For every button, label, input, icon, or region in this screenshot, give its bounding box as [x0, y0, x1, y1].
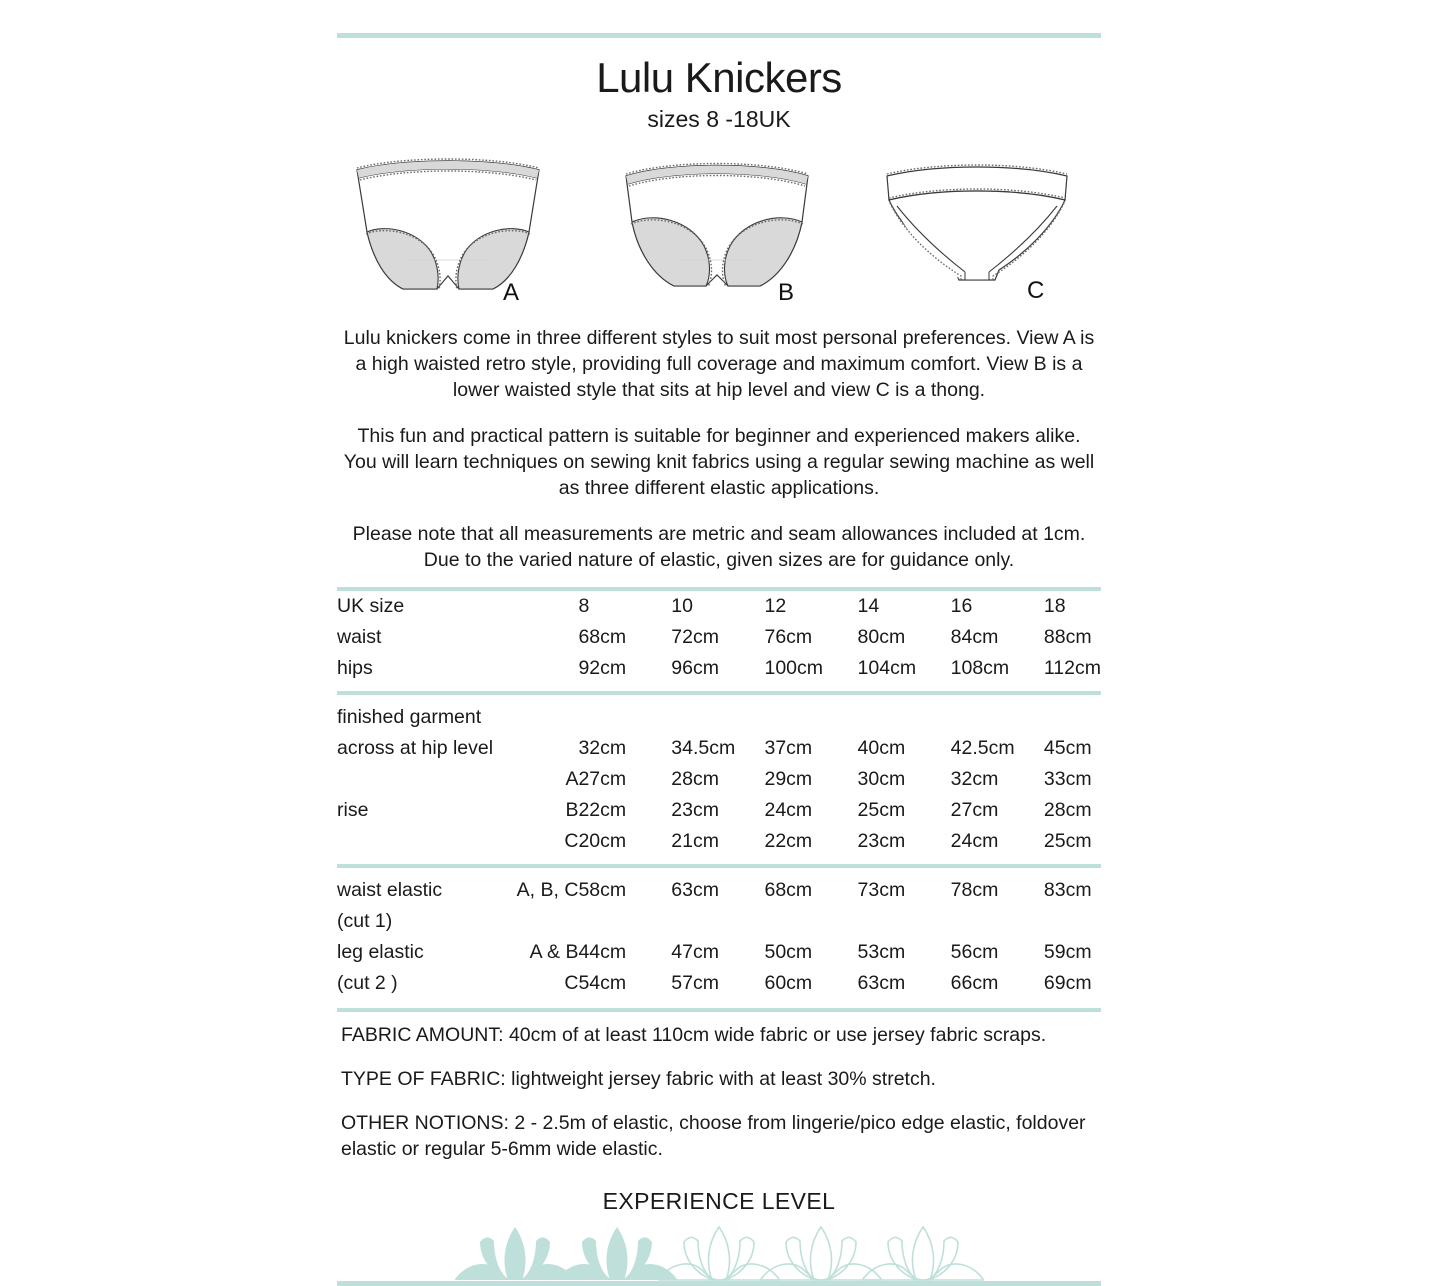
rise-c-12: 22cm: [764, 830, 813, 852]
rise-c-8: 20cm: [578, 830, 627, 852]
waist-12: 76cm: [764, 626, 813, 648]
hiplevel-18: 45cm: [1043, 737, 1092, 759]
waist-10: 72cm: [671, 626, 719, 648]
waistelastic-14: 73cm: [857, 879, 906, 901]
size-header-label: UK size: [337, 595, 405, 617]
row-label-waist-elastic-cut: (cut 1): [337, 910, 393, 932]
legelastic-c-8: 54cm: [578, 972, 627, 994]
table-row-leg-elastic-ab: [337, 937, 1101, 968]
rise-c-10: 21cm: [671, 830, 719, 852]
rise-b-12: 24cm: [764, 799, 813, 821]
rise-b-18: 28cm: [1043, 799, 1092, 821]
waistelastic-12: 68cm: [764, 879, 813, 901]
rise-a-8: 27cm: [578, 768, 627, 790]
table-row-rise-a: [337, 764, 1101, 795]
size-16: 16: [950, 595, 973, 617]
hips-18: 112cm: [1043, 657, 1101, 679]
hips-14: 104cm: [857, 657, 917, 679]
table-divider-bottom: [337, 1008, 1101, 1012]
rise-b-8: 22cm: [578, 799, 627, 821]
description-paragraph-2: This fun and practical pattern is suitable for beginner and experienced makers alike. You will learn techniques on sewing knit fabrics using a regular sewing machine as well as three different elastic applications.: [343, 425, 1095, 499]
garment-illustration-a: [343, 148, 553, 298]
hiplevel-8: 32cm: [578, 737, 627, 759]
waistelastic-10: 63cm: [671, 879, 719, 901]
legelastic-c-18: 69cm: [1043, 972, 1092, 994]
fabric-amount: FABRIC AMOUNT: 40cm of at least 110cm wide fabric or use jersey fabric scraps.: [341, 1024, 1047, 1046]
type-of-fabric: TYPE OF FABRIC: lightweight jersey fabric with at least 30% stretch.: [341, 1068, 936, 1090]
rise-c-18: 25cm: [1043, 830, 1092, 852]
waistelastic-18: 83cm: [1043, 879, 1092, 901]
legelastic-ab-10: 47cm: [671, 941, 719, 963]
garment-illustrations: [337, 148, 1101, 311]
row-label-leg-elastic: leg elastic: [337, 941, 424, 963]
hiplevel-14: 40cm: [857, 737, 906, 759]
hiplevel-16: 42.5cm: [950, 737, 1015, 759]
hiplevel-10: 34.5cm: [671, 737, 736, 759]
bottom-divider: [337, 1281, 1101, 1286]
description-paragraph-3: Please note that all measurements are metric and seam allowances included at 1cm. Due to the varied nature of elastic, given sizes are for guidance only.: [352, 523, 1086, 571]
rise-b-16: 27cm: [950, 799, 999, 821]
view-label-c: C: [1027, 277, 1045, 304]
waist-8: 68cm: [578, 626, 627, 648]
measurements-table: [337, 587, 1101, 1012]
description-paragraph-1: Lulu knickers come in three different styles to suit most personal preferences. View A is a high waisted retro style, providing full coverage and maximum comfort. View B is a lower waisted style that sits at hip level and view C is a thong.: [343, 327, 1095, 401]
page-subtitle: sizes 8 -18UK: [647, 106, 791, 132]
waistelastic-16: 78cm: [950, 879, 999, 901]
table-row-hip-level: [337, 733, 1101, 764]
hiplevel-12: 37cm: [764, 737, 813, 759]
table-divider-row-1: [337, 684, 1101, 702]
table-divider-1: [337, 691, 1101, 695]
table-row-finished-heading: [337, 702, 1101, 733]
waist-14: 80cm: [857, 626, 906, 648]
legelastic-ab-14: 53cm: [857, 941, 906, 963]
top-divider: [337, 33, 1101, 38]
legelastic-c-14: 63cm: [857, 972, 906, 994]
table-row-hips: [337, 653, 1101, 684]
experience-level-rating: [337, 1219, 1101, 1281]
row-label-waist-elastic: waist elastic: [337, 879, 443, 901]
pattern-sheet: [337, 0, 1101, 1214]
legelastic-c-12: 60cm: [764, 972, 813, 994]
row-label-hip-level: across at hip level: [337, 737, 494, 759]
legelastic-c-10: 57cm: [671, 972, 719, 994]
table-row-sizes: [337, 591, 1101, 622]
leg-elastic-views-c: C: [564, 972, 579, 994]
row-label-rise: rise: [337, 799, 369, 821]
rise-view-c: C: [564, 830, 579, 852]
legelastic-ab-18: 59cm: [1043, 941, 1092, 963]
waist-18: 88cm: [1043, 626, 1092, 648]
size-14: 14: [857, 595, 880, 617]
table-row-waist: [337, 622, 1101, 653]
size-12: 12: [764, 595, 787, 617]
experience-level-heading: EXPERIENCE LEVEL: [602, 1188, 836, 1214]
hips-8: 92cm: [578, 657, 627, 679]
table-divider-2: [337, 864, 1101, 868]
leg-elastic-views-ab: A & B: [529, 941, 579, 963]
row-label-leg-elastic-cut: (cut 2 ): [337, 972, 398, 994]
rise-view-a: A: [565, 768, 579, 790]
garment-illustration-c: [877, 148, 1077, 298]
legelastic-ab-16: 56cm: [950, 941, 999, 963]
table-row-leg-elastic-c: [337, 968, 1101, 999]
garment-illustration-b: [614, 148, 819, 298]
finished-garment-heading: finished garment: [337, 706, 482, 728]
hips-10: 96cm: [671, 657, 719, 679]
rise-a-12: 29cm: [764, 768, 813, 790]
row-label-waist: waist: [337, 626, 382, 648]
rise-b-10: 23cm: [671, 799, 719, 821]
legelastic-ab-8: 44cm: [578, 941, 627, 963]
view-label-b: B: [778, 279, 795, 306]
rise-a-14: 30cm: [857, 768, 906, 790]
rise-a-16: 32cm: [950, 768, 999, 790]
rise-a-18: 33cm: [1043, 768, 1092, 790]
hips-16: 108cm: [950, 657, 1010, 679]
rise-b-14: 25cm: [857, 799, 906, 821]
view-label-a: A: [503, 279, 520, 306]
page-title: Lulu Knickers: [596, 54, 842, 101]
table-row-waist-elastic-cut: [337, 906, 1101, 937]
rise-c-14: 23cm: [857, 830, 906, 852]
row-label-hips: hips: [337, 657, 373, 679]
waist-elastic-views: A, B, C: [516, 879, 579, 901]
rise-view-b: B: [565, 799, 579, 821]
view-col-empty: [493, 591, 578, 622]
size-18: 18: [1043, 595, 1066, 617]
rise-a-10: 28cm: [671, 768, 719, 790]
requirements-block: [337, 1022, 1101, 1162]
waist-16: 84cm: [950, 626, 999, 648]
table-row-waist-elastic: [337, 875, 1101, 906]
legelastic-c-16: 66cm: [950, 972, 999, 994]
other-notions: OTHER NOTIONS: 2 - 2.5m of elastic, choose from lingerie/pico edge elastic, foldover elastic or regular 5-6mm wide elastic.: [341, 1112, 1086, 1160]
size-8: 8: [578, 595, 590, 617]
lotus-icon-outline: [861, 1223, 985, 1281]
table-divider-row-2: [337, 857, 1101, 875]
legelastic-ab-12: 50cm: [764, 941, 813, 963]
description-block: [337, 325, 1101, 573]
waistelastic-8: 58cm: [578, 879, 627, 901]
rise-c-16: 24cm: [950, 830, 999, 852]
size-10: 10: [671, 595, 693, 617]
hips-12: 100cm: [764, 657, 823, 679]
